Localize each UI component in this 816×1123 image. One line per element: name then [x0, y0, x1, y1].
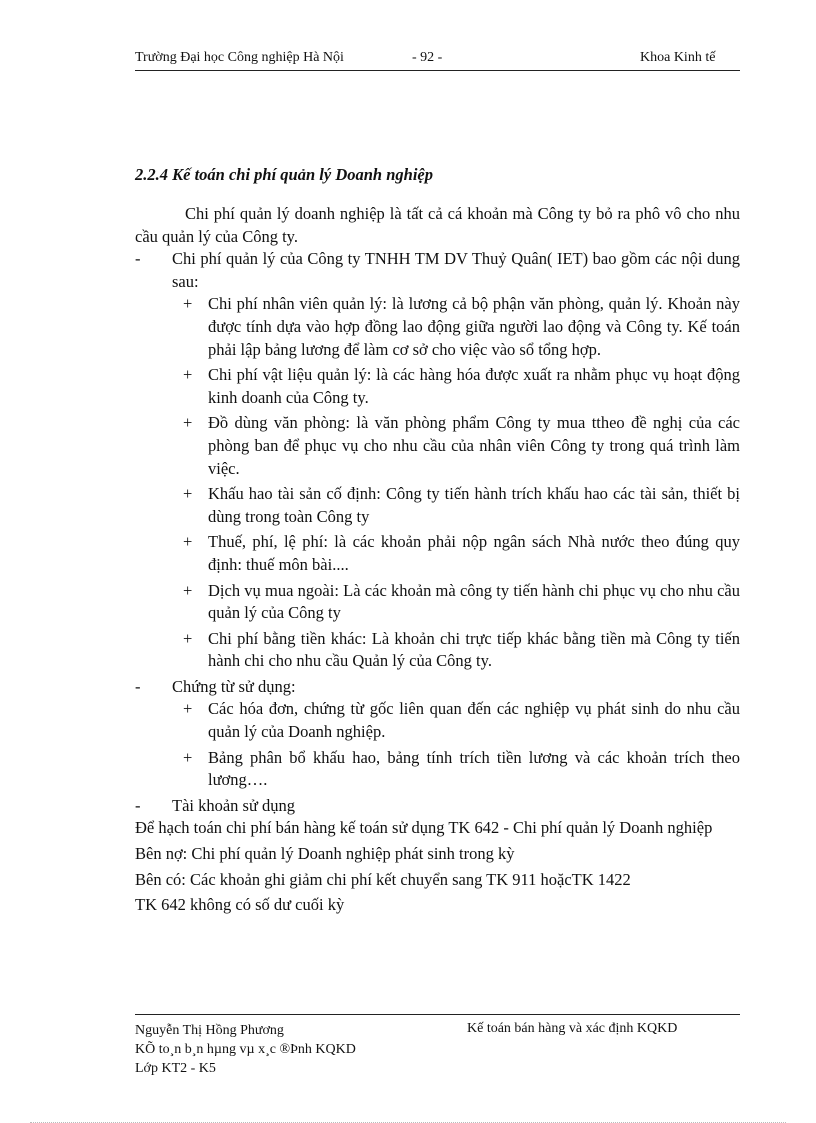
- header-divider: [135, 70, 740, 71]
- footer-author: Nguyễn Thị Hồng Phương: [135, 1023, 284, 1038]
- credit-paragraph: Bên có: Các khoản ghi giảm chi phí kết chuyển sang TK 911 hoặcTK 1422: [135, 869, 631, 889]
- list-item: [135, 293, 740, 361]
- plus-marker: +: [183, 413, 193, 433]
- list-item: [135, 580, 740, 625]
- list-item: [135, 483, 740, 528]
- footer-divider: [135, 1014, 740, 1015]
- footer-class: Lớp KT2 - K5: [135, 1061, 216, 1076]
- dash-marker: -: [135, 795, 141, 815]
- list-item-text: Chi phí vật liệu quản lý: là các hàng hóa được xuất ra nhằm phục vụ hoạt động kinh doanh của Công ty.: [208, 365, 740, 407]
- plus-marker: +: [183, 580, 193, 600]
- balance-paragraph: TK 642 không có số dư cuối kỳ: [135, 895, 345, 915]
- account-heading-text: Tài khoản sử dụng: [172, 795, 296, 815]
- list-item-text: Bảng phân bổ khấu hao, bảng tính trích tiền lương và các khoản trích theo lương….: [208, 747, 740, 790]
- dash-marker: -: [135, 249, 141, 269]
- list-item-text: Chi phí nhân viên quản lý: là lương cả bộ phận văn phòng, quản lý. Khoản này được tính dựa vào hợp đồng lao động giữa người lao động và Công ty. Kế toán phải lập bảng lương để làm cơ sở cho việc vào sổ tổng hợp.: [208, 294, 740, 359]
- list-item: [135, 698, 740, 743]
- list-item-text: Đồ dùng văn phòng: là văn phòng phẩm Công ty mua ttheo đề nghị của các phòng ban để phục vụ cho nhu cầu của nhân viên Công ty trong quá trình làm việc.: [208, 413, 740, 478]
- plus-marker: +: [183, 628, 193, 648]
- list-item-text: Các hóa đơn, chứng từ gốc liên quan đến các nghiệp vụ phát sinh do nhu cầu quản lý của Doanh nghiệp.: [208, 699, 740, 742]
- plus-marker: +: [183, 532, 193, 552]
- footer-topic: Kế toán bán hàng và xác định KQKD: [467, 1021, 678, 1036]
- footer-topic-garbled: KÕ to¸n b¸n hµng vµ x¸c ®Þnh KQKD: [135, 1042, 356, 1057]
- plus-marker: +: [183, 294, 193, 314]
- plus-marker: +: [183, 484, 193, 504]
- debit-paragraph: Bên nợ: Chi phí quản lý Doanh nghiệp phát sinh trong kỳ: [135, 844, 515, 864]
- document-body: [135, 203, 740, 917]
- list-item-text: Chi phí bằng tiền khác: Là khoản chi trực tiếp khác bằng tiền mà Công ty tiến hành chi cho nhu cầu Quản lý của Công ty.: [208, 628, 740, 671]
- header-school: Trường Đại học Công nghiệp Hà Nội: [135, 50, 344, 65]
- list-item-text: Thuế, phí, lệ phí: là các khoản phải nộp ngân sách Nhà nước theo đúng quy định: thuế môn bài....: [208, 532, 740, 574]
- plus-marker: +: [183, 747, 193, 767]
- intro-paragraph: Chi phí quản lý doanh nghiệp là tất cả cá khoản mà Công ty bỏ ra phô vô cho nhu cầu quản lý của Công ty.: [135, 204, 740, 246]
- list-item: [135, 747, 740, 792]
- header-department: Khoa Kinh tế: [640, 50, 716, 65]
- account-heading: [135, 795, 740, 818]
- plus-marker: +: [183, 699, 193, 719]
- costs-heading-text: Chi phí quản lý của Công ty TNHH TM DV Thuỷ Quân( IET) bao gồm các nội dung sau:: [172, 249, 740, 291]
- dash-marker: -: [135, 676, 141, 696]
- list-item: [135, 628, 740, 673]
- account-paragraph: Để hạch toán chi phí bán hàng kế toán sử dụng TK 642 - Chi phí quản lý Doanh nghiệp: [135, 818, 713, 838]
- list-item: [135, 412, 740, 480]
- list-item-text: Dịch vụ mua ngoài: Là các khoản mà công ty tiến hành chi phục vụ cho nhu cầu quản lý của Công ty: [208, 580, 740, 623]
- list-item: [135, 364, 740, 409]
- section-title: 2.2.4 Kế toán chi phí quản lý Doanh nghiệp: [135, 165, 433, 184]
- documents-heading: [135, 676, 740, 699]
- plus-marker: +: [183, 365, 193, 385]
- documents-heading-text: Chứng từ sử dụng:: [172, 676, 296, 696]
- documents-list: [135, 698, 740, 791]
- list-item: [135, 531, 740, 576]
- costs-heading: [135, 248, 740, 293]
- costs-list: [135, 293, 740, 673]
- list-item-text: Khấu hao tài sản cố định: Công ty tiến hành trích khấu hao các tài sản, thiết bị dùng trong toàn Công ty: [208, 484, 740, 526]
- header-page-number: - 92 -: [412, 50, 443, 65]
